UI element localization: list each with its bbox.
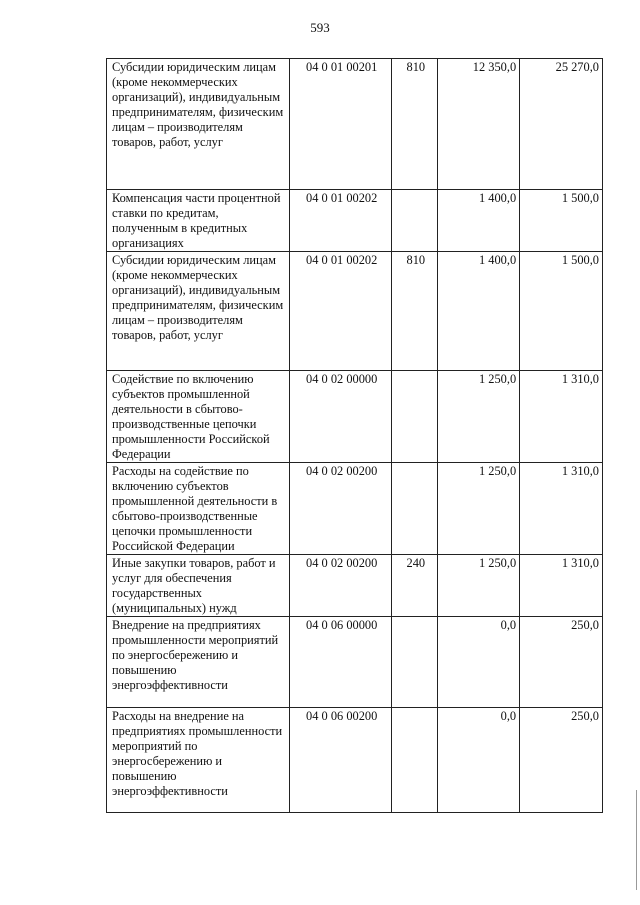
row-code: 04 0 06 00000 [290,617,392,708]
budget-table [106,58,603,813]
table-row [107,617,603,708]
row-amount-year1: 1 400,0 [438,190,520,252]
row-expense-type [392,371,438,463]
table-row [107,371,603,463]
row-expense-type: 810 [392,252,438,371]
table-row [107,463,603,555]
row-expense-type [392,708,438,813]
row-name: Внедрение на предприятиях промышленности мероприятий по энергосбережению и повышению энергоэффективности [107,617,290,708]
table-row [107,708,603,813]
row-name: Расходы на содействие по включению субъектов промышленной деятельности в сбытово-производственные цепочки промышленности Российской Федерации [107,463,290,555]
row-amount-year1: 1 400,0 [438,252,520,371]
row-amount-year1: 1 250,0 [438,371,520,463]
row-code: 04 0 01 00201 [290,59,392,190]
row-amount-year1: 0,0 [438,617,520,708]
row-amount-year1: 1 250,0 [438,463,520,555]
table-row [107,59,603,190]
row-amount-year1: 0,0 [438,708,520,813]
row-name: Расходы на внедрение на предприятиях промышленности мероприятий по энергосбережению и повышению энергоэффективности [107,708,290,813]
row-amount-year1: 1 250,0 [438,555,520,617]
row-amount-year2: 1 500,0 [520,190,603,252]
row-amount-year2: 1 310,0 [520,371,603,463]
row-name: Субсидии юридическим лицам (кроме некоммерческих организаций), индивидуальным предпринимателям, физическим лицам – производителям товаров, работ, услуг [107,252,290,371]
row-name: Субсидии юридическим лицам (кроме некоммерческих организаций), индивидуальным предпринимателям, физическим лицам – производителям товаров, работ, услуг [107,59,290,190]
scan-edge-line [636,790,637,890]
row-code: 04 0 02 00200 [290,555,392,617]
row-code: 04 0 02 00200 [290,463,392,555]
row-name: Содействие по включению субъектов промышленной деятельности в сбытово-производственные цепочки промышленности Российской Федерации [107,371,290,463]
row-amount-year2: 1 500,0 [520,252,603,371]
row-amount-year2: 25 270,0 [520,59,603,190]
row-code: 04 0 01 00202 [290,190,392,252]
row-code: 04 0 01 00202 [290,252,392,371]
row-amount-year2: 250,0 [520,708,603,813]
row-code: 04 0 06 00200 [290,708,392,813]
table-row [107,555,603,617]
table-row [107,190,603,252]
row-amount-year2: 250,0 [520,617,603,708]
table-row [107,252,603,371]
row-expense-type: 240 [392,555,438,617]
page-number: 593 [310,20,330,35]
row-name: Иные закупки товаров, работ и услуг для обеспечения государственных (муниципальных) нужд [107,555,290,617]
row-expense-type [392,463,438,555]
row-expense-type: 810 [392,59,438,190]
row-amount-year1: 12 350,0 [438,59,520,190]
row-amount-year2: 1 310,0 [520,555,603,617]
row-name: Компенсация части процентной ставки по кредитам, полученным в кредитных организациях [107,190,290,252]
row-code: 04 0 02 00000 [290,371,392,463]
row-amount-year2: 1 310,0 [520,463,603,555]
row-expense-type [392,617,438,708]
row-expense-type [392,190,438,252]
